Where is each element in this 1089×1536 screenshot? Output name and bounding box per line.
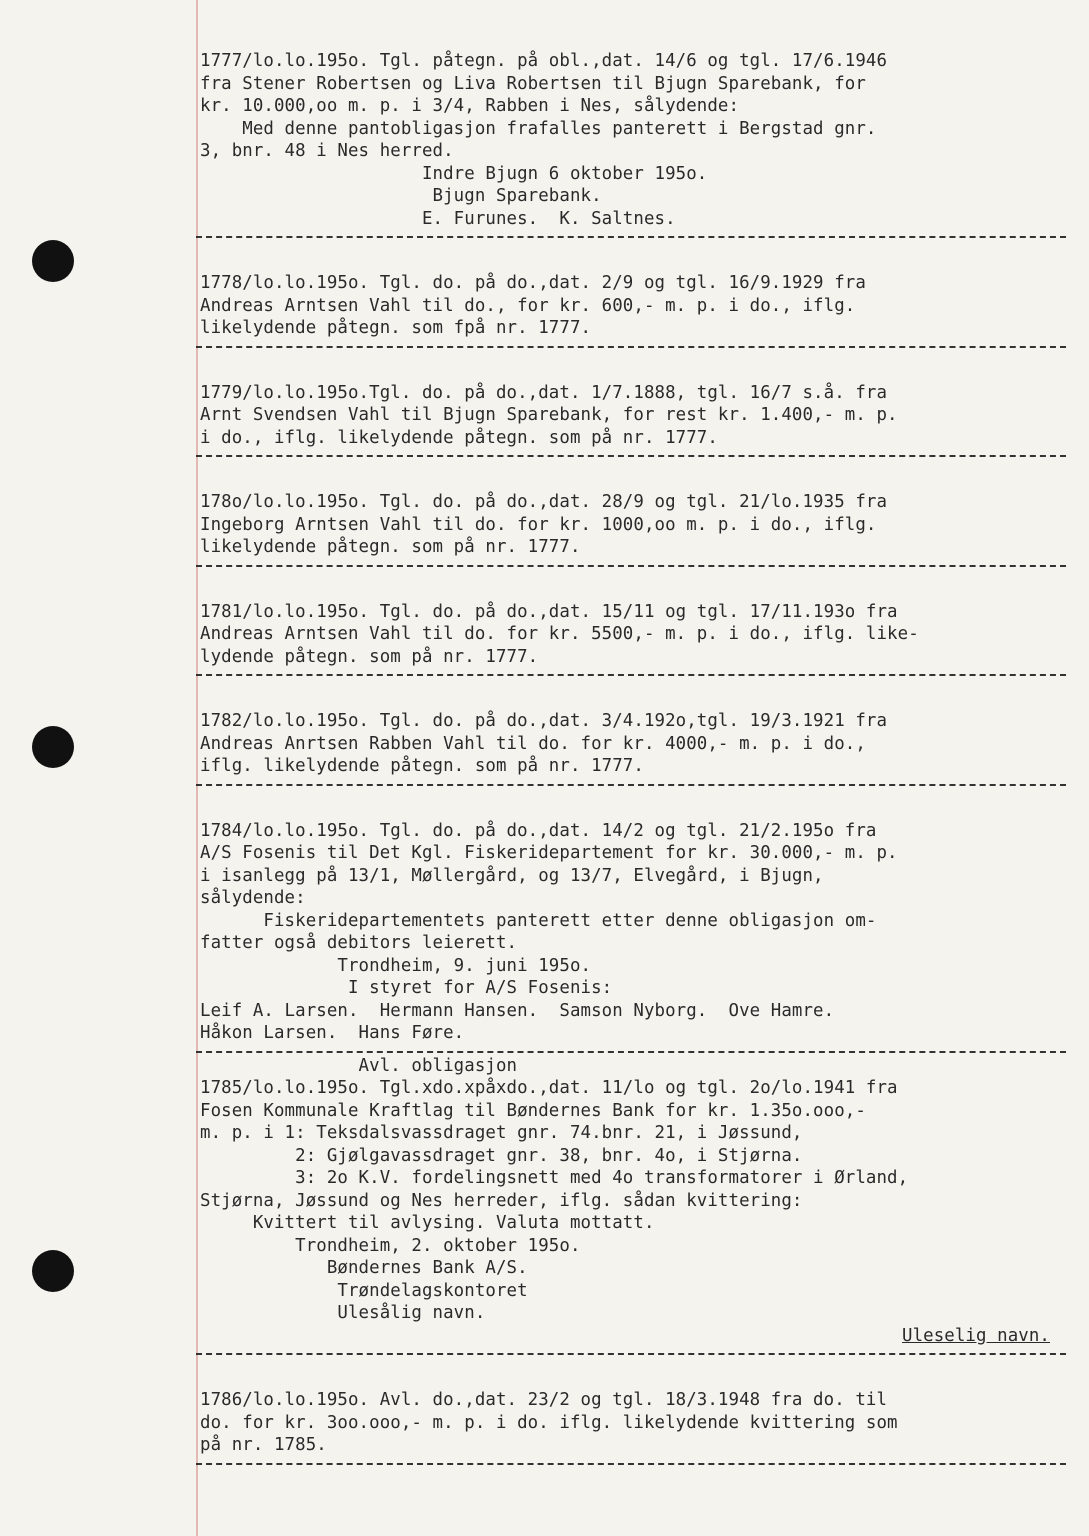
separator bbox=[196, 674, 1066, 676]
text-line: 3, bnr. 48 i Nes herred. bbox=[200, 141, 454, 161]
text-line: iflg. likelydende påtegn. som på nr. 1777. bbox=[200, 756, 644, 776]
text-line: Håkon Larsen. Hans Føre. bbox=[200, 1023, 465, 1043]
entry-1785 bbox=[200, 1055, 1070, 1348]
text-line: I styret for A/S Fosenis: bbox=[200, 978, 613, 998]
entry-1778 bbox=[200, 272, 1070, 340]
margin-line bbox=[196, 0, 198, 1536]
entry-1784 bbox=[200, 820, 1070, 1045]
text-line: Stjørna, Jøssund og Nes herreder, iflg. sådan kvittering: bbox=[200, 1190, 803, 1211]
text-line: do. for kr. 3oo.ooo,- m. p. i do. iflg. likelydende kvittering som bbox=[200, 1412, 898, 1433]
text-line: Indre Bjugn 6 oktober 195o. bbox=[200, 163, 708, 184]
entry-1779 bbox=[200, 382, 1070, 450]
text-line: kr. 10.000,oo m. p. i 3/4, Rabben i Nes, sålydende: bbox=[200, 96, 740, 116]
binder-hole-top bbox=[32, 240, 74, 282]
entry-1781 bbox=[200, 601, 1070, 669]
entry-1777 bbox=[200, 50, 1070, 230]
text-line: 1777/lo.lo.195o. Tgl. påtegn. på obl.,dat. 14/6 og tgl. 17/6.1946 bbox=[200, 51, 888, 71]
text-line: Andreas Anrtsen Rabben Vahl til do. for kr. 4000,- m. p. i do., bbox=[200, 733, 866, 754]
separator bbox=[196, 784, 1066, 786]
text-line: Bjugn Sparebank. bbox=[200, 186, 602, 206]
text-line: Andreas Arntsen Vahl til do. for kr. 5500,- m. p. i do., iflg. like- bbox=[200, 624, 919, 644]
document-body bbox=[200, 50, 1070, 1499]
text-line: 1784/lo.lo.195o. Tgl. do. på do.,dat. 14/2 og tgl. 21/2.195o fra bbox=[200, 820, 877, 841]
text-line: likelydende påtegn. som fpå nr. 1777. bbox=[200, 318, 592, 338]
text-line: Kvittert til avlysing. Valuta mottatt. bbox=[200, 1213, 655, 1233]
text-line: Avl. obligasjon bbox=[200, 1055, 518, 1076]
separator bbox=[196, 1463, 1066, 1465]
binder-hole-bottom bbox=[32, 1250, 74, 1292]
text-line: Bøndernes Bank A/S. bbox=[200, 1258, 528, 1278]
text-line: lydende påtegn. som på nr. 1777. bbox=[200, 646, 539, 667]
text-line: m. p. i 1: Teksdalsvassdraget gnr. 74.bnr. 21, i Jøssund, bbox=[200, 1123, 803, 1143]
separator bbox=[196, 455, 1066, 457]
text-line: i do., iflg. likelydende påtegn. som på nr. 1777. bbox=[200, 427, 718, 448]
binder-hole-middle bbox=[32, 726, 74, 768]
text-line: fatter også debitors leierett. bbox=[200, 933, 518, 953]
text-line: 1786/lo.lo.195o. Avl. do.,dat. 23/2 og tgl. 18/3.1948 fra do. til bbox=[200, 1390, 888, 1410]
text-line: Trondheim, 9. juni 195o. bbox=[200, 955, 592, 976]
separator bbox=[196, 565, 1066, 567]
text-line: sålydende: bbox=[200, 888, 306, 908]
text-line: likelydende påtegn. som på nr. 1777. bbox=[200, 537, 581, 557]
text-line: 1785/lo.lo.195o. Tgl.xdo.xpåxdo.,dat. 11/lo og tgl. 2o/lo.1941 fra bbox=[200, 1078, 898, 1098]
text-line: Trøndelagskontoret bbox=[200, 1280, 528, 1301]
text-line: Ulesålig navn. bbox=[200, 1303, 486, 1323]
text-line: på nr. 1785. bbox=[200, 1435, 327, 1455]
text-line: Andreas Arntsen Vahl til do., for kr. 600,- m. p. i do., iflg. bbox=[200, 295, 856, 316]
text-line: fra Stener Robertsen og Liva Robertsen til Bjugn Sparebank, for bbox=[200, 73, 866, 94]
text-line: 1778/lo.lo.195o. Tgl. do. på do.,dat. 2/9 og tgl. 16/9.1929 fra bbox=[200, 273, 866, 293]
separator bbox=[196, 1353, 1066, 1355]
text-line: Med denne pantobligasjon frafalles panterett i Bergstad gnr. bbox=[200, 118, 877, 139]
text-line: 1782/lo.lo.195o. Tgl. do. på do.,dat. 3/4.192o,tgl. 19/3.1921 fra bbox=[200, 711, 888, 731]
text-line: Ingeborg Arntsen Vahl til do. for kr. 1000,oo m. p. i do., iflg. bbox=[200, 514, 877, 535]
text-line: Fiskeridepartementets panterett etter denne obligasjon om- bbox=[200, 910, 877, 931]
text-line: 3: 2o K.V. fordelingsnett med 4o transformatorer i Ørland, bbox=[200, 1168, 909, 1188]
text-line: 1781/lo.lo.195o. Tgl. do. på do.,dat. 15/11 og tgl. 17/11.193o fra bbox=[200, 601, 898, 622]
text-line: E. Furunes. K. Saltnes. bbox=[200, 208, 676, 229]
entry-1782 bbox=[200, 710, 1070, 778]
separator bbox=[196, 236, 1066, 238]
text-line: i isanlegg på 13/1, Møllergård, og 13/7, Elvegård, i Bjugn, bbox=[200, 865, 824, 886]
separator bbox=[196, 346, 1066, 348]
text-line: 2: Gjølgavassdraget gnr. 38, bnr. 4o, i Stjørna. bbox=[200, 1145, 803, 1166]
text-line: Arnt Svendsen Vahl til Bjugn Sparebank, for rest kr. 1.400,- m. p. bbox=[200, 405, 898, 425]
text-line: 1779/lo.lo.195o.Tgl. do. på do.,dat. 1/7.1888, tgl. 16/7 s.å. fra bbox=[200, 382, 888, 403]
entry-1786 bbox=[200, 1389, 1070, 1457]
text-line: 178o/lo.lo.195o. Tgl. do. på do.,dat. 28/9 og tgl. 21/lo.1935 fra bbox=[200, 492, 888, 512]
signature-right: Uleselig navn. bbox=[902, 1325, 1050, 1346]
separator bbox=[196, 1051, 1066, 1053]
text-line: Trondheim, 2. oktober 195o. bbox=[200, 1235, 581, 1256]
text-line: A/S Fosenis til Det Kgl. Fiskeridepartement for kr. 30.000,- m. p. bbox=[200, 843, 898, 863]
text-line: Fosen Kommunale Kraftlag til Bøndernes Bank for kr. 1.35o.ooo,- bbox=[200, 1100, 866, 1121]
entry-1780 bbox=[200, 491, 1070, 559]
text-line: Leif A. Larsen. Hermann Hansen. Samson Nyborg. Ove Hamre. bbox=[200, 1000, 835, 1021]
